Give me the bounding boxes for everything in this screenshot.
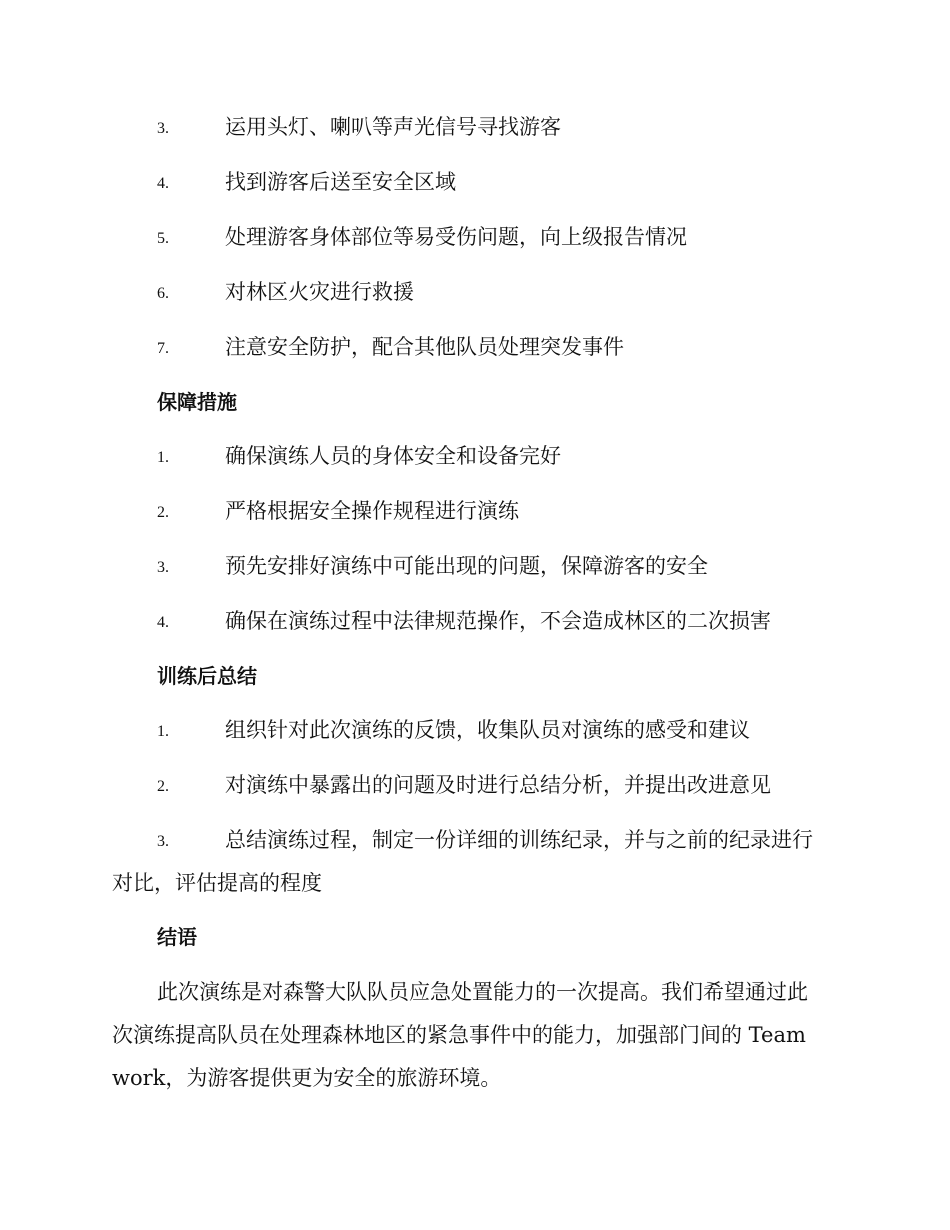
list-text: 运用头灯、喇叭等声光信号寻找游客 [225, 115, 561, 139]
section-heading-safeguards: 保障措施 [157, 390, 237, 414]
list-text: 对演练中暴露出的问题及时进行总结分析，并提出改进意见 [225, 773, 771, 797]
list-item [0, 770, 950, 800]
list-text: 对林区火灾进行救援 [225, 280, 414, 304]
list-number: 5. [157, 230, 169, 247]
list-number: 2. [157, 778, 169, 795]
list-item [0, 222, 950, 252]
list-item [0, 112, 950, 142]
list-item [0, 715, 950, 745]
list-text: 注意安全防护，配合其他队员处理突发事件 [225, 335, 624, 359]
list-text: 确保在演练过程中法律规范操作，不会造成林区的二次损害 [225, 609, 771, 633]
list-number: 1. [157, 723, 169, 740]
list-text: 确保演练人员的身体安全和设备完好 [225, 444, 561, 468]
list-text-continuation: 对比，评估提高的程度 [112, 871, 322, 895]
list-number: 4. [157, 175, 169, 192]
list-number: 3. [157, 559, 169, 576]
list-number: 3. [157, 833, 169, 850]
section-heading-conclusion: 结语 [157, 925, 197, 949]
list-item [0, 277, 950, 307]
list-text: 找到游客后送至安全区域 [225, 170, 456, 194]
section-heading-summary: 训练后总结 [157, 664, 257, 688]
conclusion-line: 次演练提高队员在处理森林地区的紧急事件中的能力，加强部门间的 Team [112, 1023, 806, 1047]
list-text: 预先安排好演练中可能出现的问题，保障游客的安全 [225, 554, 708, 578]
list-item [0, 167, 950, 197]
list-text: 组织针对此次演练的反馈，收集队员对演练的感受和建议 [225, 718, 750, 742]
list-item [0, 332, 950, 362]
list-text: 严格根据安全操作规程进行演练 [225, 499, 519, 523]
list-number: 1. [157, 449, 169, 466]
list-text: 处理游客身体部位等易受伤问题，向上级报告情况 [225, 225, 687, 249]
list-item [0, 441, 950, 471]
list-item [0, 551, 950, 581]
conclusion-line: work，为游客提供更为安全的旅游环境。 [112, 1066, 502, 1090]
list-number: 2. [157, 504, 169, 521]
list-number: 4. [157, 614, 169, 631]
list-number: 7. [157, 340, 169, 357]
conclusion-line: 此次演练是对森警大队队员应急处置能力的一次提高。我们希望通过此 [157, 980, 808, 1004]
list-text: 总结演练过程，制定一份详细的训练纪录，并与之前的纪录进行 [225, 828, 813, 852]
list-number: 3. [157, 120, 169, 137]
list-item [0, 825, 950, 855]
list-number: 6. [157, 285, 169, 302]
list-item [0, 496, 950, 526]
list-item [0, 606, 950, 636]
